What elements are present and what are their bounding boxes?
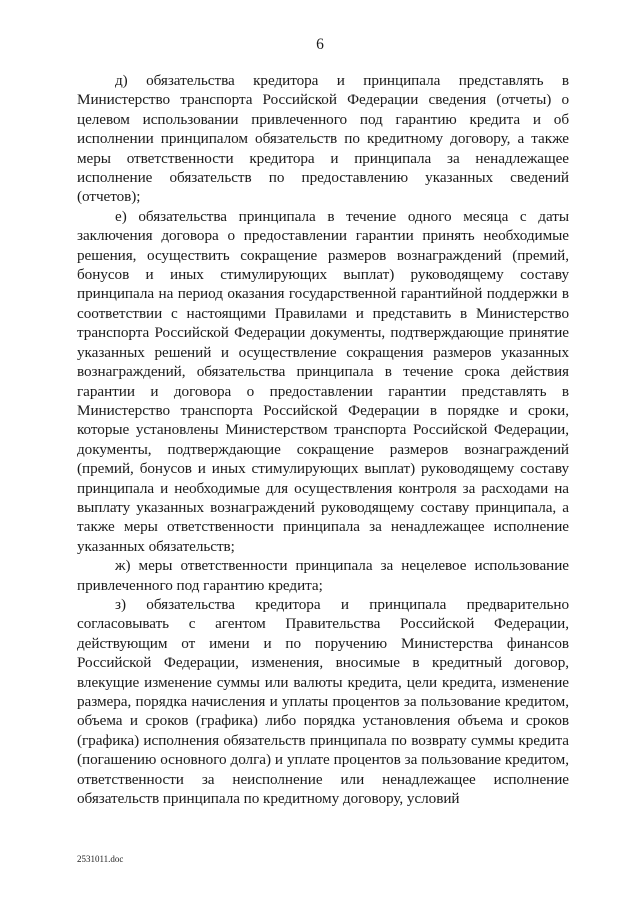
document-filename: 2531011.doc — [77, 854, 124, 864]
page-number: 6 — [316, 36, 324, 53]
paragraph-z: з) обязательства кредитора и принципала предварительно согласовывать с агентом Правительства Российской Федерации, действующим от имени и по поручению Министерства финансов Российской Федерации, изменения, вносимые в кредитный договор, влекущие изменение суммы или валюты кредита, цели кредита, изменение размера, порядка начисления и уплаты процентов за пользование кредитом, объема и сроков (графика) либо порядка установления объема и сроков (графика) исполнения обязательств принципала по возврату суммы кредита (погашению основного долга) и уплате процентов за пользование кредитом, ответственности за неисполнение или ненадлежащее исполнение обязательств принципала по кредитному договору, условий — [77, 595, 569, 808]
paragraph-d: д) обязательства кредитора и принципала представлять в Министерство транспорта Российской Федерации сведения (отчеты) о целевом использовании привлеченного под гарантию кредита и об исполнении принципалом обязательств по кредитному договору, а также меры ответственности кредитора и принципала за ненадлежащее исполнение обязательств по предоставлению указанных сведений (отчетов); — [77, 72, 569, 206]
document-body — [77, 71, 569, 808]
paragraph-zh: ж) меры ответственности принципала за нецелевое использование привлеченного под гарантию кредита; — [77, 557, 569, 594]
paragraph-e: е) обязательства принципала в течение одного месяца с даты заключения договора о предоставлении гарантии принять необходимые решения, осуществить сокращение размеров вознаграждений (премий, бонусов и иных стимулирующих выплат) руководящему составу принципала на период оказания государственной гарантийной поддержки в соответствии с настоящими Правилами и представить в Министерство транспорта Российской Федерации документы, подтверждающие принятие указанных решений и осуществление сокращения размеров указанных вознаграждений, обязательства принципала в течение срока действия гарантии и договора о предоставлении гарантии представлять в Министерство транспорта Российской Федерации в порядке и сроки, которые установлены Министерством транспорта Российской Федерации, документы, подтверждающие сокращение размеров вознаграждений (премий, бонусов и иных стимулирующих выплат) руководящему составу принципала и необходимые для осуществления контроля за расходами на выплату указанных вознаграждений руководящему составу принципала, а также меры ответственности принципала за ненадлежащее исполнение указанных обязательств; — [77, 207, 569, 555]
